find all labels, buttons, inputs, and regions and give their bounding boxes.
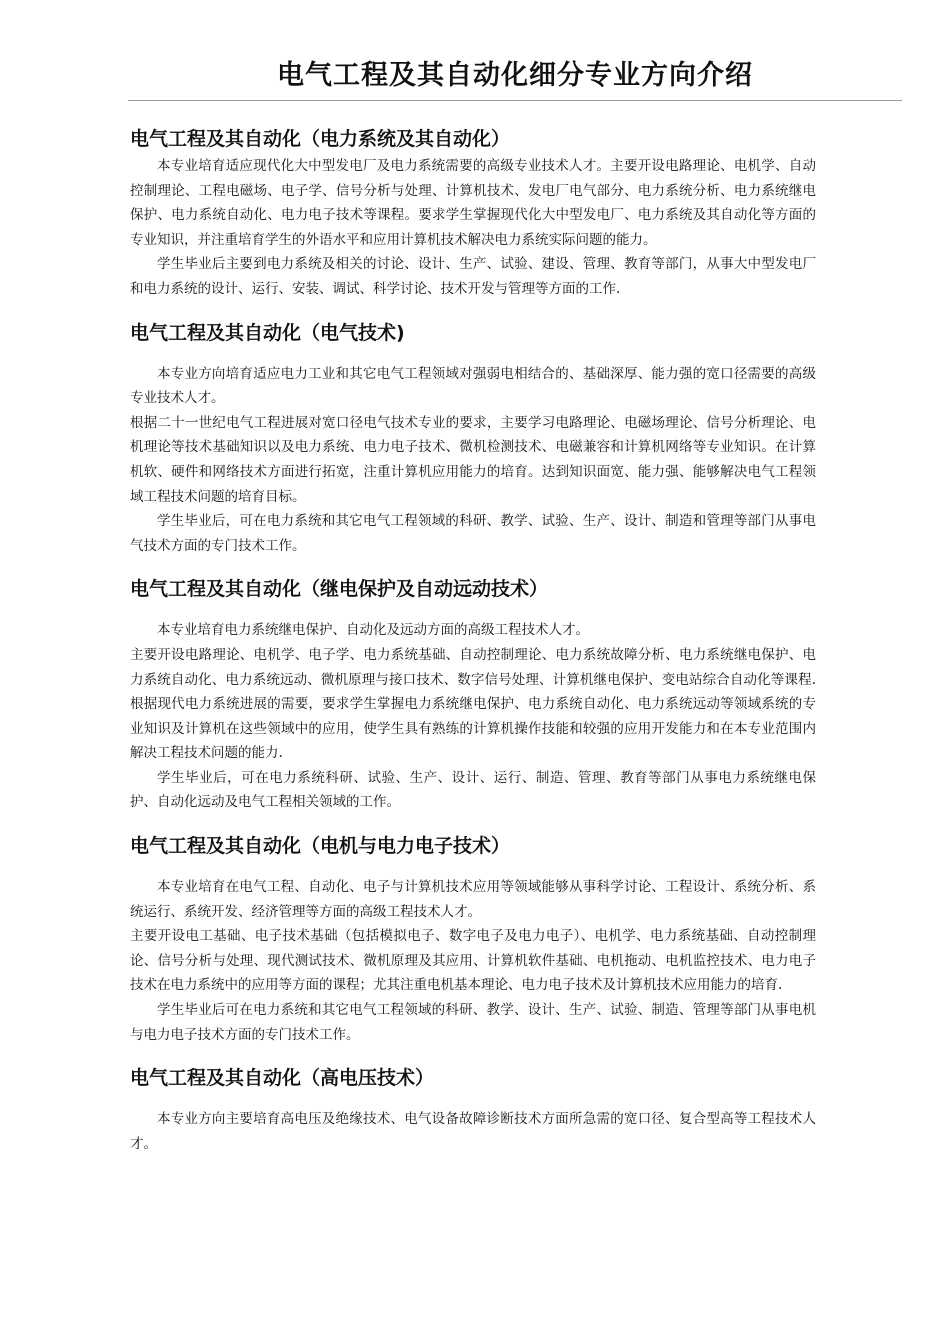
section-paragraph: 主要开设电工基础、电子技术基础（包括模拟电子、数字电子及电力电子）、电机学、电力系统基础、自动控制理论、信号分析与处理、现代测试技术、微机原理及其应用、计算机软件基础、电机拖动、电机监控技术、电力电子技术在电力系统中的应用等方面的课程；尤其注重电机基本理论、电力电子技术及计算机技术应用能力的培育. <box>130 928 816 994</box>
section-heading: 电气工程及其自动化（电力系统及其自动化） <box>130 128 511 150</box>
title-divider <box>128 100 902 101</box>
section-paragraph: 本专业培育电力系统继电保护、自动化及远动方面的高级工程技术人才。 <box>157 622 589 639</box>
section-heading: 电气工程及其自动化（继电保护及自动远动技术） <box>130 578 549 601</box>
section-paragraph: 学生毕业后，可在电力系统科研、试验、生产、设计、运行、制造、管理、教育等部门从事电力系统继电保护、自动化远动及电气工程相关领域的工作。 <box>130 769 816 811</box>
section-heading: 电气工程及其自动化（电机与电力电子技术） <box>130 835 511 858</box>
section-relay-protection <box>130 574 816 815</box>
section-paragraph: 学生毕业后，可在电力系统和其它电气工程领域的科研、教学、试验、生产、设计、制造和管理等部门从事电气技术方面的专门技术工作。 <box>130 513 816 554</box>
section-motor-power-electronics <box>130 831 816 1047</box>
document-body <box>130 124 816 1156</box>
section-paragraph: 本专业培育在电气工程、自动化、电子与计算机技术应用等领域能够从事科学讨论、工程设计、系统分析、系统运行、系统开发、经济管理等方面的高级工程技术人才。 <box>130 879 816 920</box>
section-heading: 电气工程及其自动化（高电压技术） <box>130 1067 435 1090</box>
section-paragraph: 本专业培育适应现代化大中型发电厂及电力系统需要的高级专业技术人才。主要开设电路理论、电机学、自动控制理论、工程电磁场、电子学、信号分析与处理、计算机技术、发电厂电气部分、电力系统分析、电力系统继电保护、电力系统自动化、电力电子技术等课程。要求学生掌握现代化大中型发电厂、电力系统及其自动化等方面的专业知识，并注重培育学生的外语水平和应用计算机技术解决电力系统实际问题的能力。 <box>130 158 816 248</box>
section-paragraph: 主要开设电路理论、电机学、电子学、电力系统基础、自动控制理论、电力系统故障分析、电力系统继电保护、电力系统自动化、电力系统远动、微机原理与接口技术、数字信号处理、计算机继电保护、变电站综合自动化等课程.根据现代电力系统进展的需要，要求学生掌握电力系统继电保护、电力系统自动化、电力系统远动等领域系统的专业知识及计算机在这些领域中的应用，使学生具有熟练的计算机操作技能和较强的应用开发能力和在本专业范围内解决工程技术问题的能力. <box>130 646 816 762</box>
section-power-system <box>130 124 816 302</box>
section-paragraph: 本专业方向培育适应电力工业和其它电气工程领域对强弱电相结合的、基础深厚、能力强的宽口径需要的高级专业技术人才。 <box>130 365 816 407</box>
section-high-voltage <box>130 1063 816 1156</box>
section-electrical-technology <box>130 318 816 559</box>
section-paragraph: 本专业方向主要培育高电压及绝缘技术、电气设备故障诊断技术方面所急需的宽口径、复合型高等工程技术人才。 <box>130 1111 816 1152</box>
section-paragraph: 根据二十一世纪电气工程进展对宽口径电气技术专业的要求，主要学习电路理论、电磁场理论、信号分析理论、电机理论等技术基础知识以及电力系统、电力电子技术、微机检测技术、电磁兼容和计算机网络等专业知识。在计算机软、硬件和网络技术方面进行拓宽，注重计算机应用能力的培育。达到知识面宽、能力强、能够解决电气工程领域工程技术问题的培育目标。 <box>130 414 816 505</box>
section-heading: 电气工程及其自动化（电气技术) <box>130 321 405 344</box>
document-title: 电气工程及其自动化细分专业方向介绍 <box>277 60 753 91</box>
section-paragraph: 学生毕业后可在电力系统和其它电气工程领域的科研、教学、设计、生产、试验、制造、管理等部门从事电机与电力电子技术方面的专门技术工作。 <box>130 1002 816 1043</box>
section-paragraph: 学生毕业后主要到电力系统及相关的讨论、设计、生产、试验、建设、管理、教育等部门，从事大中型发电厂和电力系统的设计、运行、安装、调试、科学讨论、技术开发与管理等方面的工作. <box>130 256 816 297</box>
